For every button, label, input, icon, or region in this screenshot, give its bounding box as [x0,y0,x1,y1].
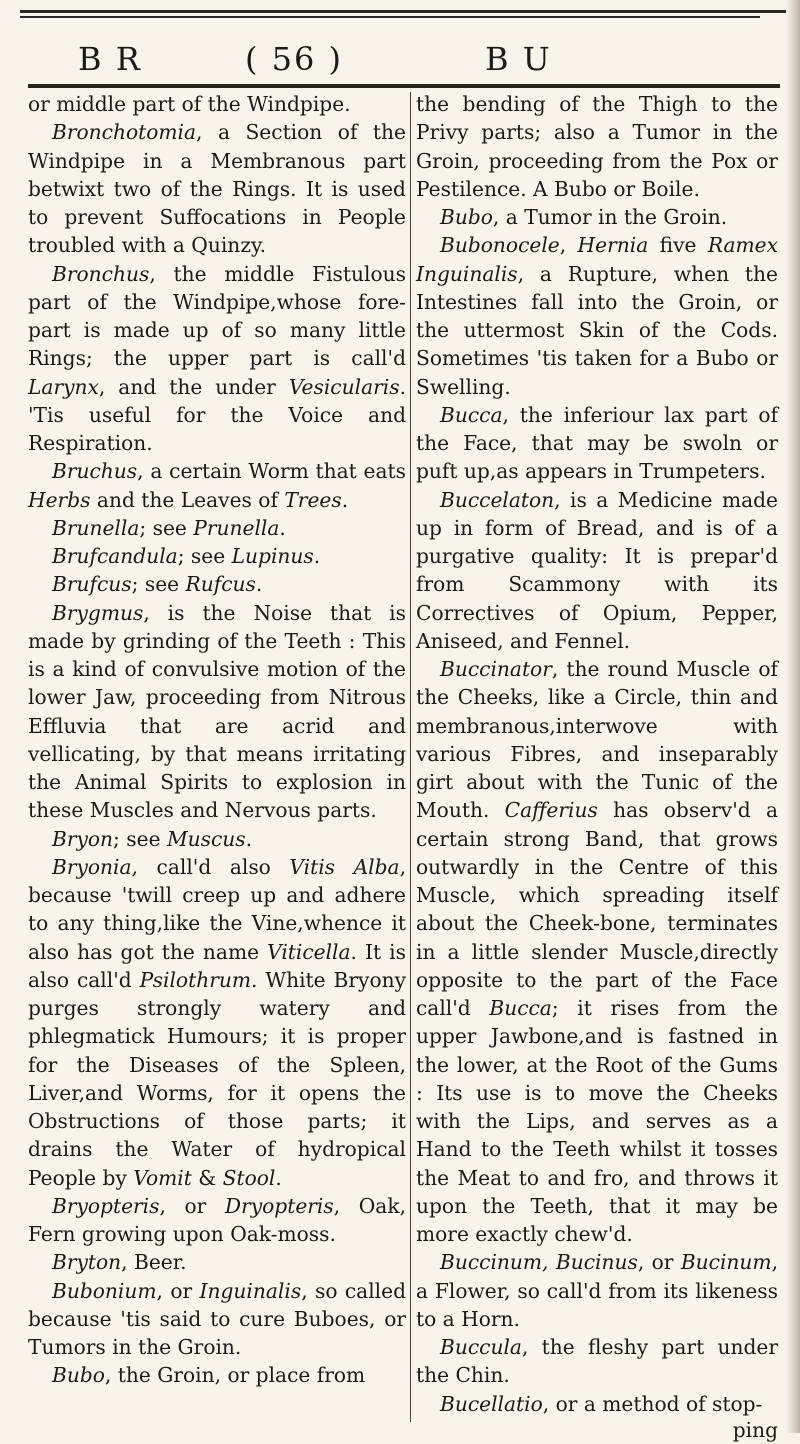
entry-term: Buccinator [440,657,552,681]
entry-text: . [255,572,263,597]
dictionary-entry [416,1390,778,1418]
entry-text: has observ'd a certain strong Band, that grows outwardly in the Centre of this Muscle, which spreading itself about the Cheek-bone, terminates in a little slender Muscle,directly opposite to the part of the Face call'd [416,798,778,1020]
entry-text: ; see [113,826,167,851]
entry-term: Buccula [440,1335,522,1359]
dictionary-entry [28,825,406,853]
entry-term: Bubonium [52,1278,157,1303]
entry-term: Hernia [577,233,649,258]
dictionary-entry [416,655,778,1248]
entry-text: , so called because 'tis said to cure Buboes, or Tumors in the Groin. [28,1278,406,1359]
entry-term: Rufcus [185,572,256,597]
entry-term: Brygmus [52,600,144,625]
dictionary-entry [28,260,406,458]
entry-term: Psilothrum [139,967,251,992]
entry-text: , a Flower, so call'd from its likeness to a Horn. [416,1250,778,1331]
entry-term: Lupinus [231,544,314,568]
entry-term: Larynx [28,374,99,399]
entry-text: , Oak, Fern growing upon Oak-moss. [28,1193,406,1246]
entry-term: Bucca [440,402,503,427]
entry-term: Brufcandula [52,544,178,568]
right-column [416,90,778,1444]
top-border-rule [20,10,790,13]
entry-term: Inguinalis [199,1278,302,1303]
dictionary-entry [416,401,778,486]
entry-term: Dryopteris [224,1193,334,1218]
entry-text: , Beer. [121,1250,187,1275]
column-divider [410,92,411,1422]
dictionary-entry [28,570,406,598]
entry-text: , and the under [98,374,289,399]
entry-term: Trees [284,487,342,512]
entry-text: , a Section of the Windpipe in a Membranous part betwixt two of the Rings. It is used to prevent Suffocations in People troubled with a Quinzy. [28,120,406,258]
entry-text: ; see [131,572,186,597]
entry-text: . [275,1165,282,1190]
entry-text: , the round Muscle of the Cheeks, like a Circle, thin and membranous,interwove with various Fibres, and inseparably girt about with the Tunic of the Mouth. [416,657,778,823]
entry-text: , or a method of stop- [542,1391,763,1416]
entry-text: , the inferiour lax part of the Face, that may be swoln or puft up,as appears in Trumpeters. [416,402,778,484]
dictionary-entry [28,1277,406,1362]
entry-term: Bubo [52,1363,105,1388]
entry-text: , the fleshy part under the Chin. [416,1335,778,1388]
dictionary-entry [416,90,778,203]
entry-term: Cafferius [504,798,598,823]
entry-term: Prunella [193,515,280,540]
entry-text: , a certain Worm that eats [137,459,406,484]
entry-term: Bronchotomia [52,120,197,145]
entry-text: five [648,233,708,258]
dictionary-entry [28,853,406,1192]
entry-term: Bryton [52,1250,122,1275]
entry-text: , the Groin, or place from [104,1363,366,1388]
dictionary-entry [28,514,406,542]
entry-term: Brufcus [52,572,132,597]
header-right-guide: B U [485,40,552,78]
dictionary-entry [416,203,778,231]
dictionary-entry [28,1192,406,1249]
entry-term: Buccinum, Bucinus [440,1250,638,1275]
entry-text: . [313,544,321,568]
dictionary-entry [28,118,406,259]
entry-text: , is a Medicine made up in form of Bread, and is of a purgative quality: It is prepar'd from Scammony with its Correctives of Opium, Pepper, Aniseed, and Fennel. [416,487,778,653]
entry-term: Viticella [267,939,351,964]
dictionary-entry [28,90,406,118]
entry-term: Bronchus [52,261,150,286]
page-number: ( 56 ) [245,40,344,78]
entry-text: ; see [139,515,194,540]
entry-text: , [559,233,578,258]
entry-text: , a Tumor in the Groin. [492,205,728,229]
entry-term: Bucellatio [440,1391,543,1416]
entry-term: Vomit [133,1165,192,1190]
dictionary-entry [28,457,406,514]
entry-term: Bryopteris [52,1193,160,1218]
entry-text: , is the Noise that is made by grinding of the Teeth : This is a kind of convulsive motion of the lower Jaw, proceeding from Nitrous Effluvia that are acrid and vellicating, by that means irritating the Animal Spirits to explosion in these Muscles and Nervous parts. [28,600,406,823]
header-rule [28,84,780,88]
dictionary-entry [28,1361,406,1389]
entry-term: Vitis Alba [289,854,400,879]
entry-text: & [191,1165,223,1190]
left-column [28,90,406,1390]
entry-term: Ramex Inguinalis [416,233,778,286]
catchword [416,1416,778,1444]
entry-text: , or [159,1193,225,1218]
entry-text: . 'Tis useful for the Voice and Respiration. [28,374,406,455]
entry-text: . [245,826,253,851]
dictionary-entry [416,1248,778,1333]
entry-term: Bryon [52,826,114,851]
entry-term: Bryonia [52,854,132,879]
entry-term: Brunella [52,515,140,540]
entry-text: the bending of the Thigh to the Privy parts; also a Tumor in the Groin, proceeding from the Pox or Pestilence. A Bubo or Boile. [416,92,778,201]
page-edge-shadow [786,0,800,1433]
entry-text: ; it rises from the upper Jawbone,and is fastned in the lower, at the Root of the Gums : Its use is to move the Cheeks with the Lips, and serves as a Hand to the Teeth whilst it tosses the Meat to and fro, and throws it upon the Teeth, that it may be more exactly chew'd. [416,996,778,1246]
entry-term: Bubo [440,205,493,229]
dictionary-entry [416,231,778,401]
entry-text: , call'd also [131,854,290,879]
dictionary-entry [28,1248,406,1276]
entry-term: Muscus [166,826,246,851]
entry-text: . White Bryony purges strongly watery and phlegmatick Humours; it is proper for the Diseases of the Spleen, Liver,and Worms, for it opens the Obstructions of those parts; it drains the Water of hydropical People by [28,967,406,1190]
entry-text: . It is also call'd [28,939,406,992]
dictionary-entry [28,542,406,570]
entry-text: or middle part of the Windpipe. [28,92,351,116]
entry-term: Vesicularis [288,374,400,399]
entry-text: ping [732,1417,778,1442]
entry-term: Bubonocele [440,233,560,258]
entry-text: , because 'twill creep up and adhere to any thing,like the Vine,whence it also has got the name [28,854,406,964]
entry-text: , the middle Fistulous part of the Windpipe,whose fore-part is made up of so many little Rings; the upper part is call'd [28,261,406,371]
dictionary-entry [28,599,406,825]
entry-text: , a Rupture, when the Intestines fall into the Groin, or the uttermost Skin of the Cods. Sometimes 'tis taken for a Bubo or Swelling. [416,261,778,399]
entry-term: Stool [222,1165,276,1190]
entry-text: . [341,487,349,512]
dictionary-entry [416,486,778,656]
entry-term: Bucinum [680,1250,772,1275]
entry-text: , or [637,1250,681,1275]
entry-term: Buccelaton [440,487,555,512]
entry-term: Herbs [28,487,91,512]
top-border-rule-thin [20,16,760,18]
header-left-guide: B R [78,40,142,78]
entry-term: Bruchus [52,459,138,484]
entry-text: and the Leaves of [90,487,285,512]
entry-text: , or [156,1278,200,1303]
dictionary-entry [416,1333,778,1390]
entry-text: ; see [177,544,232,568]
running-header [20,40,780,80]
entry-term: Bucca [489,996,552,1020]
entry-text: . [279,515,286,540]
